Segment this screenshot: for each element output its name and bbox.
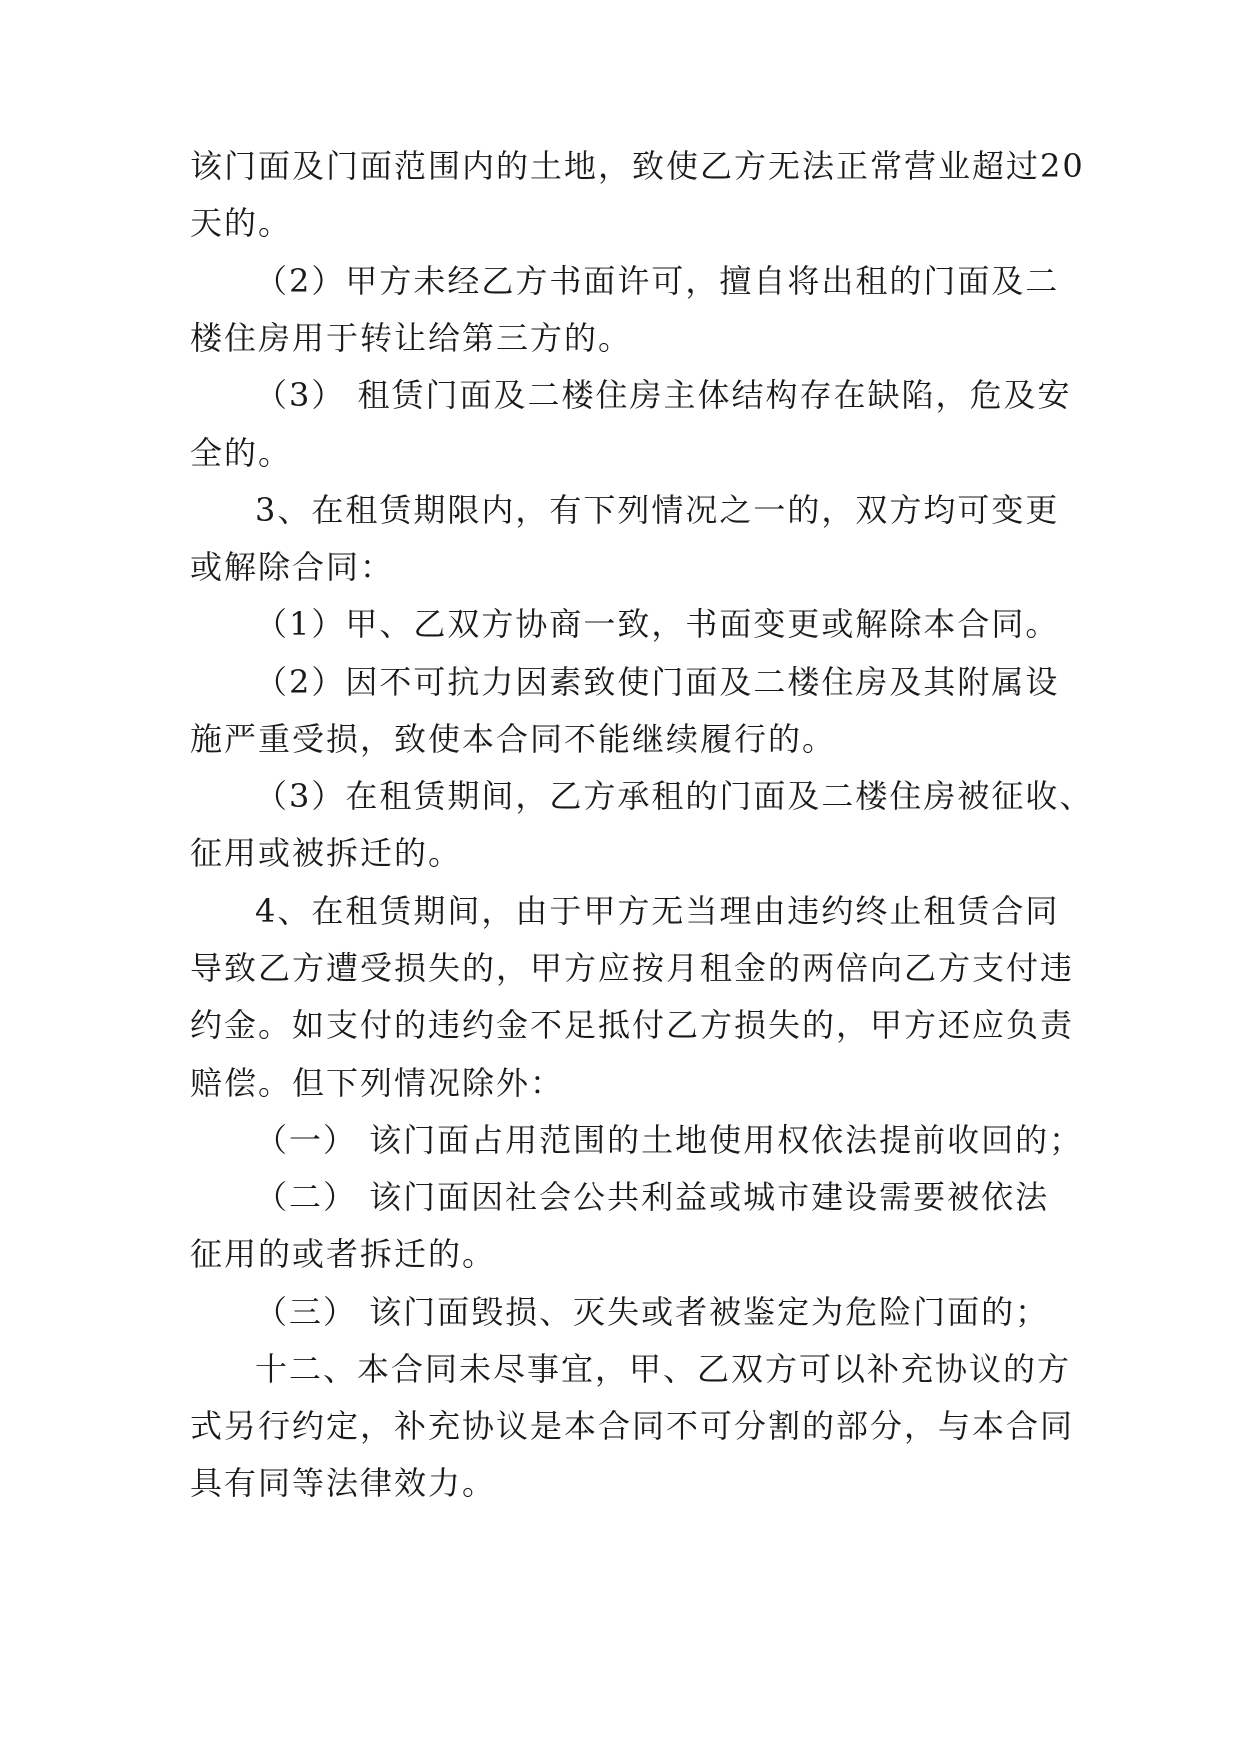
text-line-1: 该门面及门面范围内的土地，致使乙方无法正常营业超过20 [190,147,1085,185]
text-line-4: 楼住房用于转让给第三方的。 [190,319,633,357]
text-line-6: 全的。 [190,434,293,472]
text-line-23: 式另行约定，补充协议是本合同不可分割的部分，与本合同 [190,1407,1075,1445]
text-line-17: 赔偿。但下列情况除外： [190,1064,565,1102]
text-line-3: （2）甲方未经乙方书面许可，擅自将出租的门面及二 [255,262,1060,300]
text-line-19: （二） 该门面因社会公共利益或城市建设需要被依法 [255,1178,1050,1216]
text-line-7: 3、在租赁期限内，有下列情况之一的，双方均可变更 [255,491,1060,529]
text-line-2: 天的。 [190,204,293,242]
text-line-12: （3）在租赁期间，乙方承租的门面及二楼住房被征收、 [255,777,1094,815]
text-line-24: 具有同等法律效力。 [190,1464,497,1502]
text-line-10: （2）因不可抗力因素致使门面及二楼住房及其附属设 [255,663,1060,701]
text-line-16: 约金。如支付的违约金不足抵付乙方损失的，甲方还应负责 [190,1006,1075,1044]
text-line-15: 导致乙方遭受损失的，甲方应按月租金的两倍向乙方支付违 [190,949,1075,987]
text-line-11: 施严重受损，致使本合同不能继续履行的。 [190,720,837,758]
text-line-22: 十二、本合同未尽事宜，甲、乙双方可以补充协议的方 [255,1350,1072,1388]
text-line-8: 或解除合同： [190,548,395,586]
text-line-9: （1）甲、乙双方协商一致，书面变更或解除本合同。 [255,605,1060,643]
text-line-5: （3） 租赁门面及二楼住房主体结构存在缺陷，危及安 [255,376,1072,414]
text-line-18: （一） 该门面占用范围的土地使用权依法提前收回的； [255,1121,1084,1159]
text-line-13: 征用或被拆迁的。 [190,834,463,872]
text-line-20: 征用的或者拆迁的。 [190,1235,497,1273]
text-line-14: 4、在租赁期间，由于甲方无当理由违约终止租赁合同 [255,892,1060,930]
text-line-21: （三） 该门面毁损、灭失或者被鉴定为危险门面的； [255,1293,1050,1331]
